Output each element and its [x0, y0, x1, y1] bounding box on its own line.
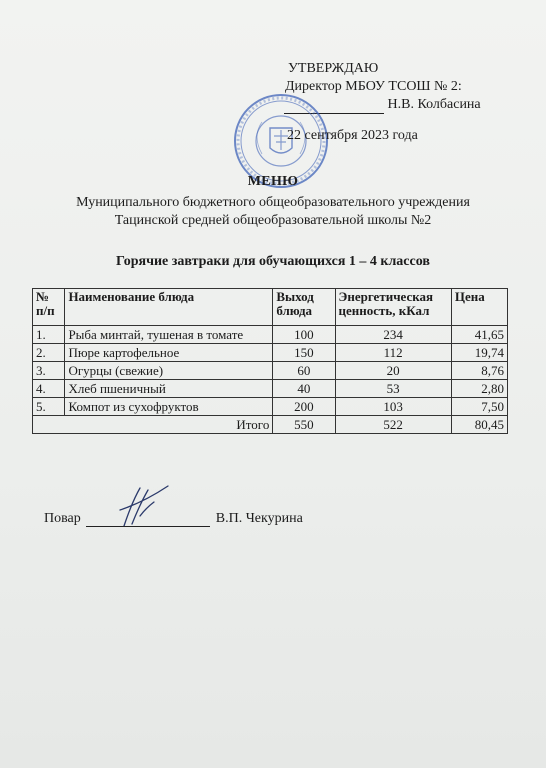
header-num: № п/п: [33, 289, 65, 326]
row-output: 150: [273, 344, 335, 362]
header-output: Выход блюда: [273, 289, 335, 326]
cook-label: Повар: [44, 511, 81, 526]
row-price: 7,50: [451, 398, 507, 416]
table-row: [33, 344, 508, 362]
approval-heading: УТВЕРЖДАЮ: [288, 61, 379, 76]
table-row: [33, 362, 508, 380]
total-price: 80,45: [451, 416, 507, 434]
total-energy: 522: [335, 416, 451, 434]
row-output: 200: [273, 398, 335, 416]
row-name: Огурцы (свежие): [65, 362, 273, 380]
organization-line-1: Муниципального бюджетного общеобразовательного учреждения: [76, 195, 470, 210]
row-num: 2.: [33, 344, 65, 362]
row-num: 1.: [33, 326, 65, 344]
signature-line: [86, 514, 210, 527]
row-energy: 234: [335, 326, 451, 344]
approval-date: 22 сентября 2023 года: [287, 128, 418, 143]
row-num: 5.: [33, 398, 65, 416]
organization-line-2: Тацинской средней общеобразовательной школы №2: [114, 213, 432, 228]
table-total-row: [33, 416, 508, 434]
row-output: 40: [273, 380, 335, 398]
row-energy: 20: [335, 362, 451, 380]
row-energy: 53: [335, 380, 451, 398]
row-price: 41,65: [451, 326, 507, 344]
table-header-row: [33, 289, 508, 326]
row-name: Рыба минтай, тушеная в томате: [65, 326, 273, 344]
row-price: 19,74: [451, 344, 507, 362]
row-price: 2,80: [451, 380, 507, 398]
table-row: [33, 380, 508, 398]
menu-subtitle: Горячие завтраки для обучающихся 1 – 4 классов: [116, 254, 430, 269]
row-name: Хлеб пшеничный: [65, 380, 273, 398]
approval-position: Директор МБОУ ТСОШ № 2:: [285, 79, 462, 94]
cook-name: В.П. Чекурина: [215, 511, 303, 526]
row-output: 100: [273, 326, 335, 344]
row-price: 8,76: [451, 362, 507, 380]
row-num: 3.: [33, 362, 65, 380]
organization-name: [0, 194, 546, 230]
page-title: МЕНЮ: [247, 174, 299, 189]
approval-name: Н.В. Колбасина: [387, 97, 481, 112]
row-num: 4.: [33, 380, 65, 398]
cook-signature-block: [44, 511, 303, 527]
row-name: Компот из сухофруктов: [65, 398, 273, 416]
row-name: Пюре картофельное: [65, 344, 273, 362]
header-price: Цена: [451, 289, 507, 326]
row-energy: 112: [335, 344, 451, 362]
total-label: Итого: [33, 416, 273, 434]
row-energy: 103: [335, 398, 451, 416]
row-output: 60: [273, 362, 335, 380]
table-row: [33, 326, 508, 344]
total-output: 550: [273, 416, 335, 434]
table-row: [33, 398, 508, 416]
menu-table: [32, 288, 508, 434]
header-name: Наименование блюда: [65, 289, 273, 326]
header-energy: Энергетическая ценность, кКал: [335, 289, 451, 326]
